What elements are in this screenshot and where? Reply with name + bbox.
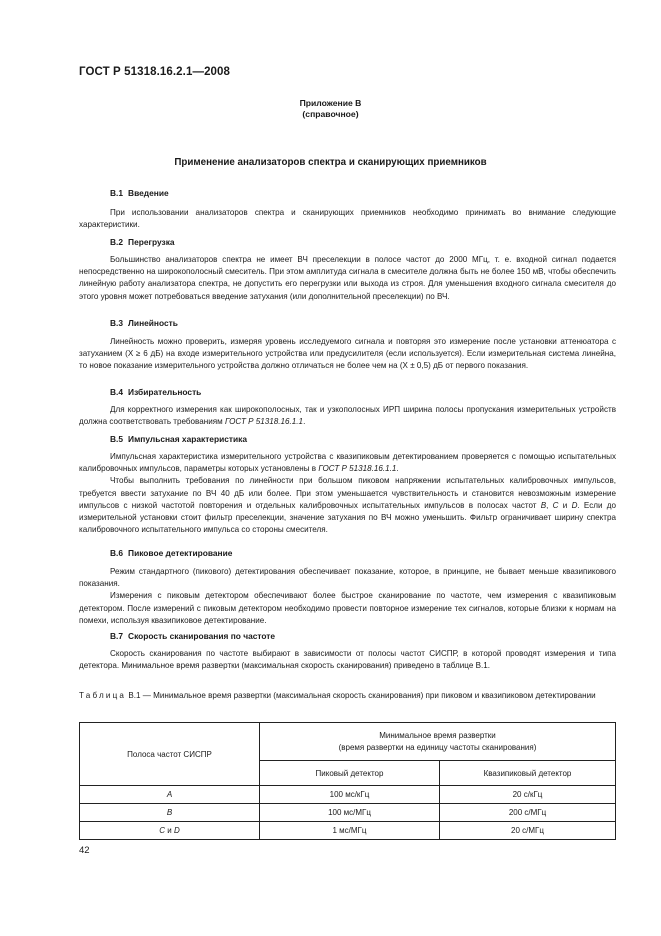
section-heading-b4	[110, 387, 201, 397]
paragraph-b3	[79, 336, 616, 373]
section-number: В.5	[110, 434, 124, 444]
table-cell-band: A	[80, 786, 260, 804]
section-heading-b3	[110, 318, 178, 328]
standard-reference: ГОСТ Р 51318.16.1.1	[224, 417, 304, 427]
section-number: В.3	[110, 318, 124, 328]
section-title: Импульсная характеристика	[128, 434, 247, 444]
table-cell-quasipeak: 20 с/кГц	[440, 786, 616, 804]
section-title: Перегрузка	[128, 237, 175, 247]
table-cell-band: B	[80, 804, 260, 822]
section-number: В.1	[110, 188, 124, 198]
section-title: Линейность	[128, 318, 178, 328]
paragraph-text: Импульсная характеристика измерительного устройства с квазипиковым детектированием проверяется с помощью испытательных калибровочных импульсов, параметры которых установлены в	[79, 452, 616, 474]
section-number: В.4	[110, 387, 124, 397]
table-caption-label: Таблица	[79, 691, 127, 700]
section-number: В.7	[110, 631, 124, 641]
paragraph-b2	[79, 254, 616, 303]
paragraph-b1	[79, 207, 616, 231]
table-caption	[79, 690, 616, 702]
section-heading-b7	[110, 631, 275, 641]
table-header-peak: Пиковый детектор	[260, 761, 440, 786]
paragraph-b6	[79, 566, 616, 627]
table-row	[80, 822, 616, 840]
annex-subtitle: (справочное)	[302, 109, 359, 119]
paragraph-text: Измерения с пиковым детектором обеспечивают более быстрое сканирование по частоте, чем измерения с квазипиковым детектором. После измерений с пиковым детектором необходимо провести повторное измерение тех сигналов, которые близки к нормам на помехи, используя квазипиковое детектирование.	[79, 591, 616, 625]
table-row	[80, 804, 616, 822]
table-cell-band: C и D	[80, 822, 260, 840]
section-heading-b1	[110, 188, 169, 198]
table-cell-peak: 100 мс/МГц	[260, 804, 440, 822]
document-header: ГОСТ Р 51318.16.2.1—2008	[79, 66, 231, 78]
table-caption-text: — Минимальное время развертки (максимальная скорость сканирования) при пиковом и квазипиковом детектировании	[142, 691, 596, 700]
paragraph-text: Для корректного измерения как широкополосных, так и узкополосных ИРП ширина полосы пропускания измерительных устройств должна соответствовать требованиям	[79, 405, 616, 427]
paragraph-text: Линейность можно проверить, измеряя уровень исследуемого сигнала и повторяя это измерение после установки аттенюатора с затуханием (X ≥ 6 дБ) на входе измерительного устройства или предусилителя (если используется). Если измерительная система линейна, то новое показание измерительного устройства должно отличаться не более чем на (X ± 0,5) дБ от первого показания.	[79, 337, 616, 371]
section-title: Избирательность	[128, 387, 202, 397]
section-heading-b5	[110, 434, 247, 444]
section-heading-b6	[110, 548, 232, 558]
section-title: Введение	[128, 188, 169, 198]
table-cell-peak: 1 мс/МГц	[260, 822, 440, 840]
annex-heading: Применение анализаторов спектра и сканирующих приемников	[174, 157, 487, 168]
sweep-time-table	[79, 722, 616, 840]
paragraph-text: Чтобы выполнить требования по линейности при большом пиковом напряжении испытательных калибровочных импульсов, требуется ввести затухание по ВЧ 40 дБ или более. При этом уменьшается чувствительность и становится невозможным измерение импульсов с низкой частотой повторения и отдельных калибровочных испытательных импульсов в полосах частот	[79, 476, 616, 510]
table-header-band: Полоса частот СИСПР	[80, 723, 260, 786]
section-title: Пиковое детектирование	[128, 548, 233, 558]
section-number: В.6	[110, 548, 124, 558]
table-header-group: Минимальное время развертки (время развертки на единицу частоты сканирования)	[260, 723, 616, 761]
paragraph-text: При использовании анализаторов спектра и сканирующих приемников необходимо принимать во внимание следующие характеристики.	[79, 208, 616, 230]
annex-title: Приложение В	[299, 98, 362, 108]
paragraph-b7	[79, 648, 616, 672]
table-cell-peak: 100 мс/кГц	[260, 786, 440, 804]
table-cell-quasipeak: 20 с/МГц	[440, 822, 616, 840]
paragraph-text: Режим стандартного (пикового) детектирования обеспечивает показание, которое, в принципе, не бывает меньше квазипикового показания.	[79, 567, 616, 589]
paragraph-b5: Импульсная характеристика измерительного устройства с квазипиковым детектированием проверяется с помощью испытательных калибровочных импульсов, параметры которых установлены в ГОСТ Р 51318.16.1.1. Чтобы выполнить требования по линейности при большом пиковом напряжении испытательных калибровочных импульсов, требуется ввести затухание по ВЧ 40 дБ или более. При этом уменьшается чувствительность и становится невозможным измерение импульсов с низкой частотой повторения и отдельных калибровочных испытательных импульсов в полосах частот В, С и D. Если до измерительной установки стоит фильтр преселекции, значение затухания по ВЧ можно уменьшить. Фильтр ограничивает ширину спектра калибровочного испытательного импульса со стороны смесителя.	[79, 452, 616, 535]
table-cell-quasipeak: 200 с/МГц	[440, 804, 616, 822]
section-number: В.2	[110, 237, 124, 247]
standard-reference: ГОСТ Р 51318.16.1.1	[318, 464, 397, 474]
paragraph-b4: Для корректного измерения как широкополосных, так и узкополосных ИРП ширина полосы пропускания измерительных устройств должна соответствовать требованиям ГОСТ Р 51318.16.1.1.	[79, 405, 616, 427]
paragraph-text: Скорость сканирования по частоте выбирают в зависимости от полосы частот СИСПР, в которой проводят измерения и типа детектора. Минимальное время развертки (максимальная скорость сканирования) приведено в таблице В.1.	[79, 649, 616, 671]
paragraph-text: Большинство анализаторов спектра не имеет ВЧ преселекции в полосе частот до 2000 МГц, т. е. входной сигнал подается непосредственно на широкополосный смеситель. При этом амплитуда сигнала в смесителе должна быть не более 150 мВ, чтобы обеспечить линейную работу анализатора спектра, не допустить его перегрузки или выхода из строя. Для уменьшения входного сигнала смесителя до этого уровня может потребоваться введение затухания (или дополнительной преселекции) по ВЧ.	[79, 255, 616, 301]
table-header-quasipeak: Квазипиковый детектор	[440, 761, 616, 786]
page-number: 42	[79, 845, 90, 856]
section-title: Скорость сканирования по частоте	[128, 631, 276, 641]
table-row	[80, 786, 616, 804]
table-caption-number: В.1	[128, 691, 141, 700]
section-heading-b2	[110, 237, 175, 247]
